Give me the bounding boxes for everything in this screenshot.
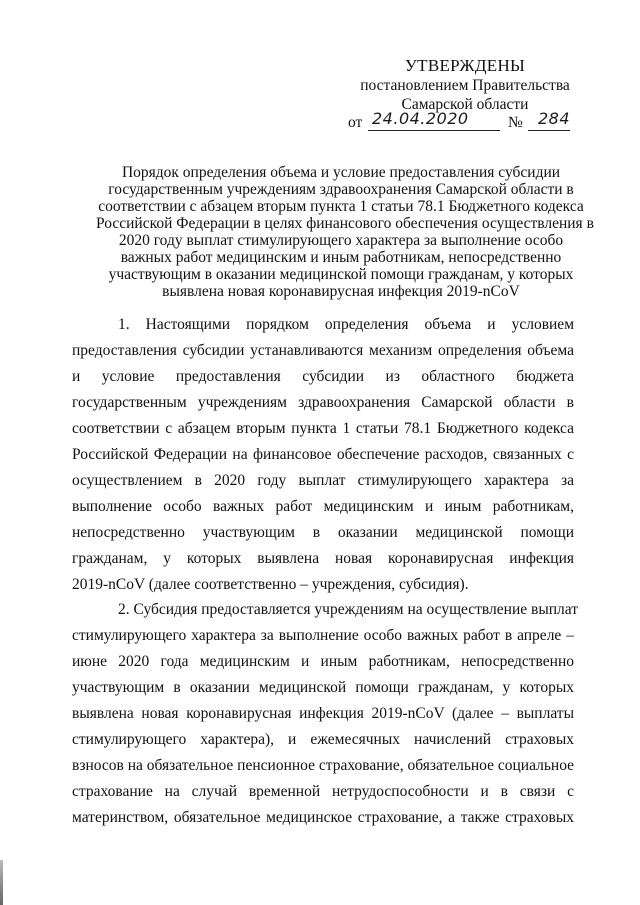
handwritten-number: 284 [538,109,571,128]
approval-date-number-line [348,109,578,134]
scan-edge-shadow [0,860,3,905]
date-prefix: от [348,114,363,131]
document-title [96,164,594,300]
approval-line-2: Самарской области [401,96,529,113]
handwritten-date: 24.04.2020 [372,109,469,128]
paragraph-line: предоставления субсидии устанавливаются механизм определения объема [72,342,574,359]
paragraph-line: стимулирующего характера), и ежемесячных начислений страховых [72,731,574,748]
paragraph-line: участвующим в оказании медицинской помощи гражданам, у которых [72,679,574,696]
title-line: соответствии с абзацем вторым пункта 1 статьи 78.1 Бюджетного кодекса [98,198,584,215]
paragraph-line: выполнение особо важных работ медицинским и иным работникам, [72,498,574,515]
approval-block [330,56,600,114]
title-line: 2020 году выплат стимулирующего характера за выполнение особо [118,232,564,249]
paragraph-line: осуществлением в 2020 году выплат стимулирующего характера за [72,472,574,489]
title-line: государственным учреждениям здравоохранения Самарской области в [108,181,574,198]
title-line: Российской Федерации в целях финансового обеспечения осуществления в [96,215,594,232]
title-line: Порядок определения объема и условие предоставления субсидии [121,164,561,181]
paragraph-line: Российской Федерации на финансовое обеспечение расходов, связанных с [72,446,574,463]
approval-line-1: постановлением Правительства [360,77,570,94]
paragraph-line: взносов на обязательное пенсионное страхование, обязательное социальное [72,757,575,774]
number-underline [528,130,570,131]
title-line: важных работ медицинским и иным работникам, непосредственно [120,249,562,266]
approval-heading: УТВЕРЖДЕНЫ [404,56,526,75]
paragraph-line: выявлена новая коронавирусная инфекция 2019-nCoV (далее – выплаты [72,705,574,722]
paragraph-line: государственным учреждениям здравоохранения Самарской области в [72,394,574,411]
paragraph-line: стимулирующего характера за выполнение особо важных работ в апреле – [72,627,574,644]
paragraph-line: соответствии с абзацем вторым пункта 1 статьи 78.1 Бюджетного кодекса [72,420,574,437]
paragraph-line: непосредственно участвующим в оказании медицинской помощи [72,524,574,541]
title-line: участвующим в оказании медицинской помощи гражданам, у которых [108,266,574,283]
paragraph-line: гражданам, у которых выявлена новая коронавирусная инфекция [72,550,574,567]
number-prefix: № [508,114,523,131]
paragraph-line: и условие предоставления субсидии из областного бюджета [72,368,574,385]
title-line: выявлена новая коронавирусная инфекция 2019-nCoV [162,283,520,300]
paragraph-line: материнством, обязательное медицинское страхование, а также страховых [72,809,574,826]
paragraph-line: 2019-nCoV (далее соответственно – учреждения, субсидия). [72,576,469,593]
paragraph-line: 2. Субсидия предоставляется учреждениям на осуществление выплат [118,601,579,618]
paragraph-line: июне 2020 года медицинским и иным работникам, непосредственно [72,653,574,670]
paragraph-1 [72,312,574,598]
paragraph-line: 1. Настоящими порядком определения объема и условием [118,316,574,333]
paragraph-line: страхование на случай временной нетрудоспособности и в связи с [72,783,574,800]
date-underline [368,130,500,131]
paragraph-2 [72,597,579,831]
